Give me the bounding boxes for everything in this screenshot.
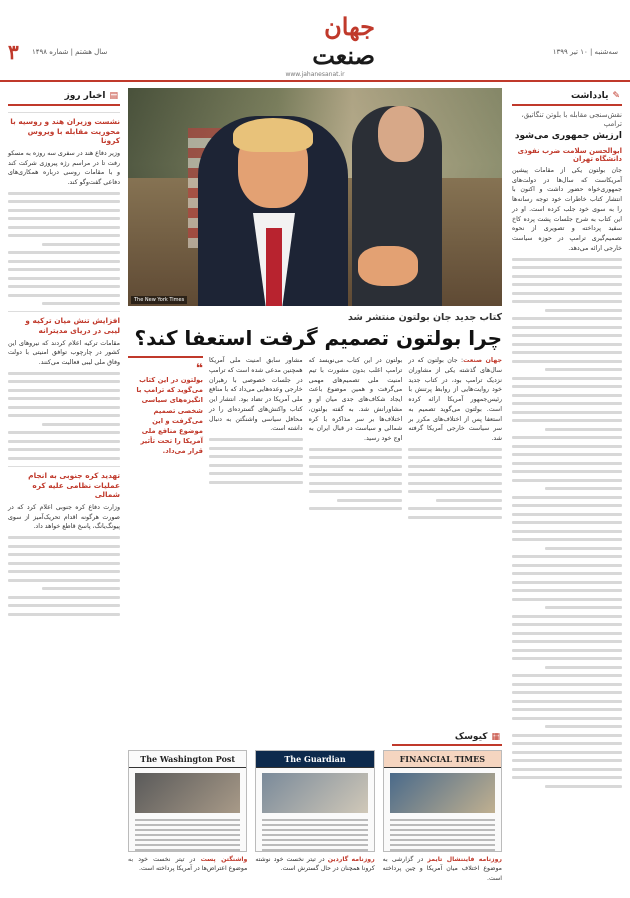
paper-caption-text: در گزارشی به موضوع اختلاف میان آمریکا و چین پرداخته است. — [382, 856, 502, 882]
photo-tie — [266, 228, 282, 306]
pen-icon: ✎ — [612, 91, 620, 101]
news-section-title: اخبار روز — [64, 91, 106, 101]
note-author: ابوالحسن سلامت ضرب نفوذی دانشگاه تهران — [517, 146, 622, 163]
masthead-header — [0, 0, 630, 82]
article-photo[interactable] — [128, 88, 502, 306]
kiosk-paper[interactable] — [128, 750, 247, 883]
quote-icon: ❝ — [195, 361, 203, 375]
article-body-2: بولتون در این کتاب می‌نویسد که ترامپ اغلب بدون مشورت با تیم امنیت ملی تصمیم‌های مهمی می‌گرفت و همین موضوع باعث ایجاد شکاف‌های جدی میان او و مشاورانش شد. به گفته بولتون، اختلاف‌ها بر سر مذاکره با کره شمالی و سیاست در قبال ایران به اوج خود رسید. — [308, 357, 403, 442]
news-item[interactable] — [8, 466, 120, 616]
site-url: www.jahanesanat.ir — [285, 71, 345, 78]
photo-figure-standing-head — [378, 106, 424, 162]
paper-photo — [135, 773, 240, 813]
note-title[interactable]: ارزیش جمهوری می‌شود — [514, 131, 622, 142]
article-lead: جهان صنعت: جان بولتون که در سال‌های گذشته یکی از مشاوران نزدیک ترامپ بود، در کتاب جدید خود روایت‌هایی از روابط پرتنش با رئیس‌جمهور آمریکا ارائه کرده است. بولتون می‌گوید تصمیم به استعفا پس از اختلاف‌های مکرر بر سر سیاست خارجی آمریکا گرفته شد. — [408, 357, 502, 442]
paper-caption-text: در تیتر نخست خود نوشته کرونا همچنان در حال گسترش است. — [255, 856, 375, 873]
paper-front-page[interactable] — [128, 750, 247, 852]
newspaper-logo[interactable] — [255, 12, 375, 78]
article-column-2-continued — [309, 448, 403, 511]
issue-line: سال هشتم | شماره ۱۴۹۸ — [32, 48, 108, 56]
note-column — [512, 88, 622, 814]
paper-photo — [390, 773, 495, 813]
date-line: سه‌شنبه | ۱۰ تیر ۱۳۹۹ — [552, 48, 618, 56]
note-section-header — [512, 88, 622, 106]
pull-quote — [128, 356, 203, 457]
note-kicker: نقش‌سنجی مقابله با بلوتن تنگاتیق، ترامپ — [521, 111, 622, 129]
paper-front-page[interactable] — [383, 750, 502, 852]
page-number: ۳ — [8, 40, 19, 64]
article-lead-label: جهان صنعت — [463, 357, 502, 364]
article-column-3-continued — [209, 438, 303, 484]
news-item-continued — [8, 372, 120, 460]
photo-credit: The New York Times — [131, 296, 187, 304]
paper-text-lines — [262, 819, 367, 854]
kiosk-title: کیوسک — [454, 732, 488, 742]
paper-caption-label: روزنامه گاردین — [327, 856, 375, 863]
news-item[interactable] — [8, 311, 120, 460]
paper-masthead: The Washington Post — [129, 751, 246, 768]
kiosk-papers — [128, 750, 502, 883]
kiosk-section — [128, 730, 502, 898]
news-item-body: مقامات ترکیه اعلام کردند که نیروهای این کشور در چارچوب توافق امنیتی با دولت وفاق ملی لیبی فعالیت می‌کنند. — [8, 339, 120, 367]
paper-caption-text: در تیتر نخست خود به موضوع اعتراض‌ها در آمریکا پرداخته است. — [128, 856, 248, 873]
news-item-body: وزارت دفاع کره جنوبی اعلام کرد که در صورت هرگونه اقدام تحریک‌آمیز از سوی پیونگ‌یانگ، پاسخ قاطع خواهد داد. — [8, 503, 120, 531]
news-column — [8, 88, 120, 814]
paper-text-lines — [135, 819, 240, 854]
article-column-1-continued — [408, 448, 502, 519]
article-headline[interactable]: چرا بولتون تصمیم گرفت استعفا کند؟ — [134, 326, 502, 350]
paper-caption-label: روزنامه فایننشال تایمز — [427, 856, 502, 863]
logo-word-2: صنعت — [312, 41, 375, 70]
paper-caption — [383, 855, 502, 883]
kiosk-paper[interactable] — [383, 750, 502, 883]
note-body: جان بولتون یکی از مقامات پیشین آمریکاست که سال‌ها در دولت‌های جمهوری‌خواه حضور داشت و اکنون با انتشار کتاب خاطرات خود توجه رسانه‌ها را به سوی خود جلب کرده است. او در این کتاب به شرح جلسات پشت پرده کاخ سفید پرداخته و تصویری از نحوه تصمیم‌گیری ترامپ در حوزه سیاست خارجی ارائه می‌دهد. — [512, 166, 622, 252]
paper-masthead: The Guardian — [256, 751, 373, 768]
kiosk-paper[interactable] — [255, 750, 374, 883]
article-column-2 — [309, 356, 403, 524]
logo-text — [255, 12, 375, 70]
paper-photo — [262, 773, 367, 813]
news-item-continued — [8, 536, 120, 616]
article-body — [128, 356, 502, 524]
news-item-title[interactable]: تهدید کره جنوبی به انجام عملیات نظامی علیه کره شمالی — [28, 470, 120, 500]
newspaper-icon: ▦ — [491, 732, 500, 742]
news-item[interactable] — [8, 112, 120, 305]
paper-caption-label: واشنگتن پست — [200, 856, 248, 863]
news-item-body: وزیر دفاع هند در سفری سه روزه به مسکو رفت تا در مراسم رژه پیروزی شرکت کند و با مقامات روسی درباره همکاری‌های دفاعی گفت‌وگو کند. — [8, 149, 120, 187]
main-article — [128, 88, 502, 882]
pull-quote-text: بولتون در این کتاب می‌گوید که ترامپ با انگیزه‌های سیاسی شخصی تصمیم می‌گرفت و این موضوع منافع ملی آمریکا را تحت تأثیر قرار می‌داد. — [136, 376, 203, 456]
news-item-title[interactable]: نشست وزیران هند و روسیه با محوریت مقابله با ویروس کرونا — [10, 117, 120, 146]
paper-masthead: FINANCIAL TIMES — [384, 751, 501, 768]
article-body-3: مشاور سابق امنیت ملی آمریکا همچنین مدعی شده است که ترامپ در جلسات خصوصی با رهبران خارجی وعده‌هایی می‌داد که با منافع ملی آمریکا در تضاد بود. انتشار این کتاب واکنش‌های گسترده‌ای را در محافل سیاسی واشنگتن به دنبال داشته است. — [208, 357, 303, 433]
article-column-3 — [209, 356, 303, 524]
paper-front-page[interactable] — [255, 750, 374, 852]
note-section-title: یادداشت — [570, 91, 609, 101]
article-kicker: کتاب جدید جان بولتون منتشر شد — [347, 312, 502, 323]
paper-text-lines — [390, 819, 495, 854]
article-lead-text: جان بولتون که در سال‌های گذشته یکی از مشاوران نزدیک ترامپ بود، در کتاب جدید خود روایت‌هایی از روابط پرتنش با رئیس‌جمهور آمریکا ارائه کرده است. بولتون می‌گوید تصمیم به استعفا پس از اختلاف‌های مکرر بر سر سیاست خارجی آمریکا گرفته شد. — [408, 357, 502, 442]
article-column-1 — [408, 356, 502, 524]
photo-hand — [358, 246, 418, 286]
paper-caption — [255, 855, 374, 874]
news-icon: ▤ — [109, 91, 118, 101]
paper-caption — [128, 855, 247, 874]
kiosk-header — [392, 730, 502, 746]
note-body-continued — [512, 258, 622, 788]
photo-figure-hair — [233, 118, 313, 152]
article-column-4 — [128, 356, 203, 524]
news-section-header — [8, 88, 120, 106]
news-item-continued — [8, 192, 120, 306]
logo-word-1: جهان — [324, 12, 375, 41]
news-item-title[interactable]: افزایش تنش میان ترکیه و لیبی در دریای مدیترانه — [25, 316, 120, 335]
